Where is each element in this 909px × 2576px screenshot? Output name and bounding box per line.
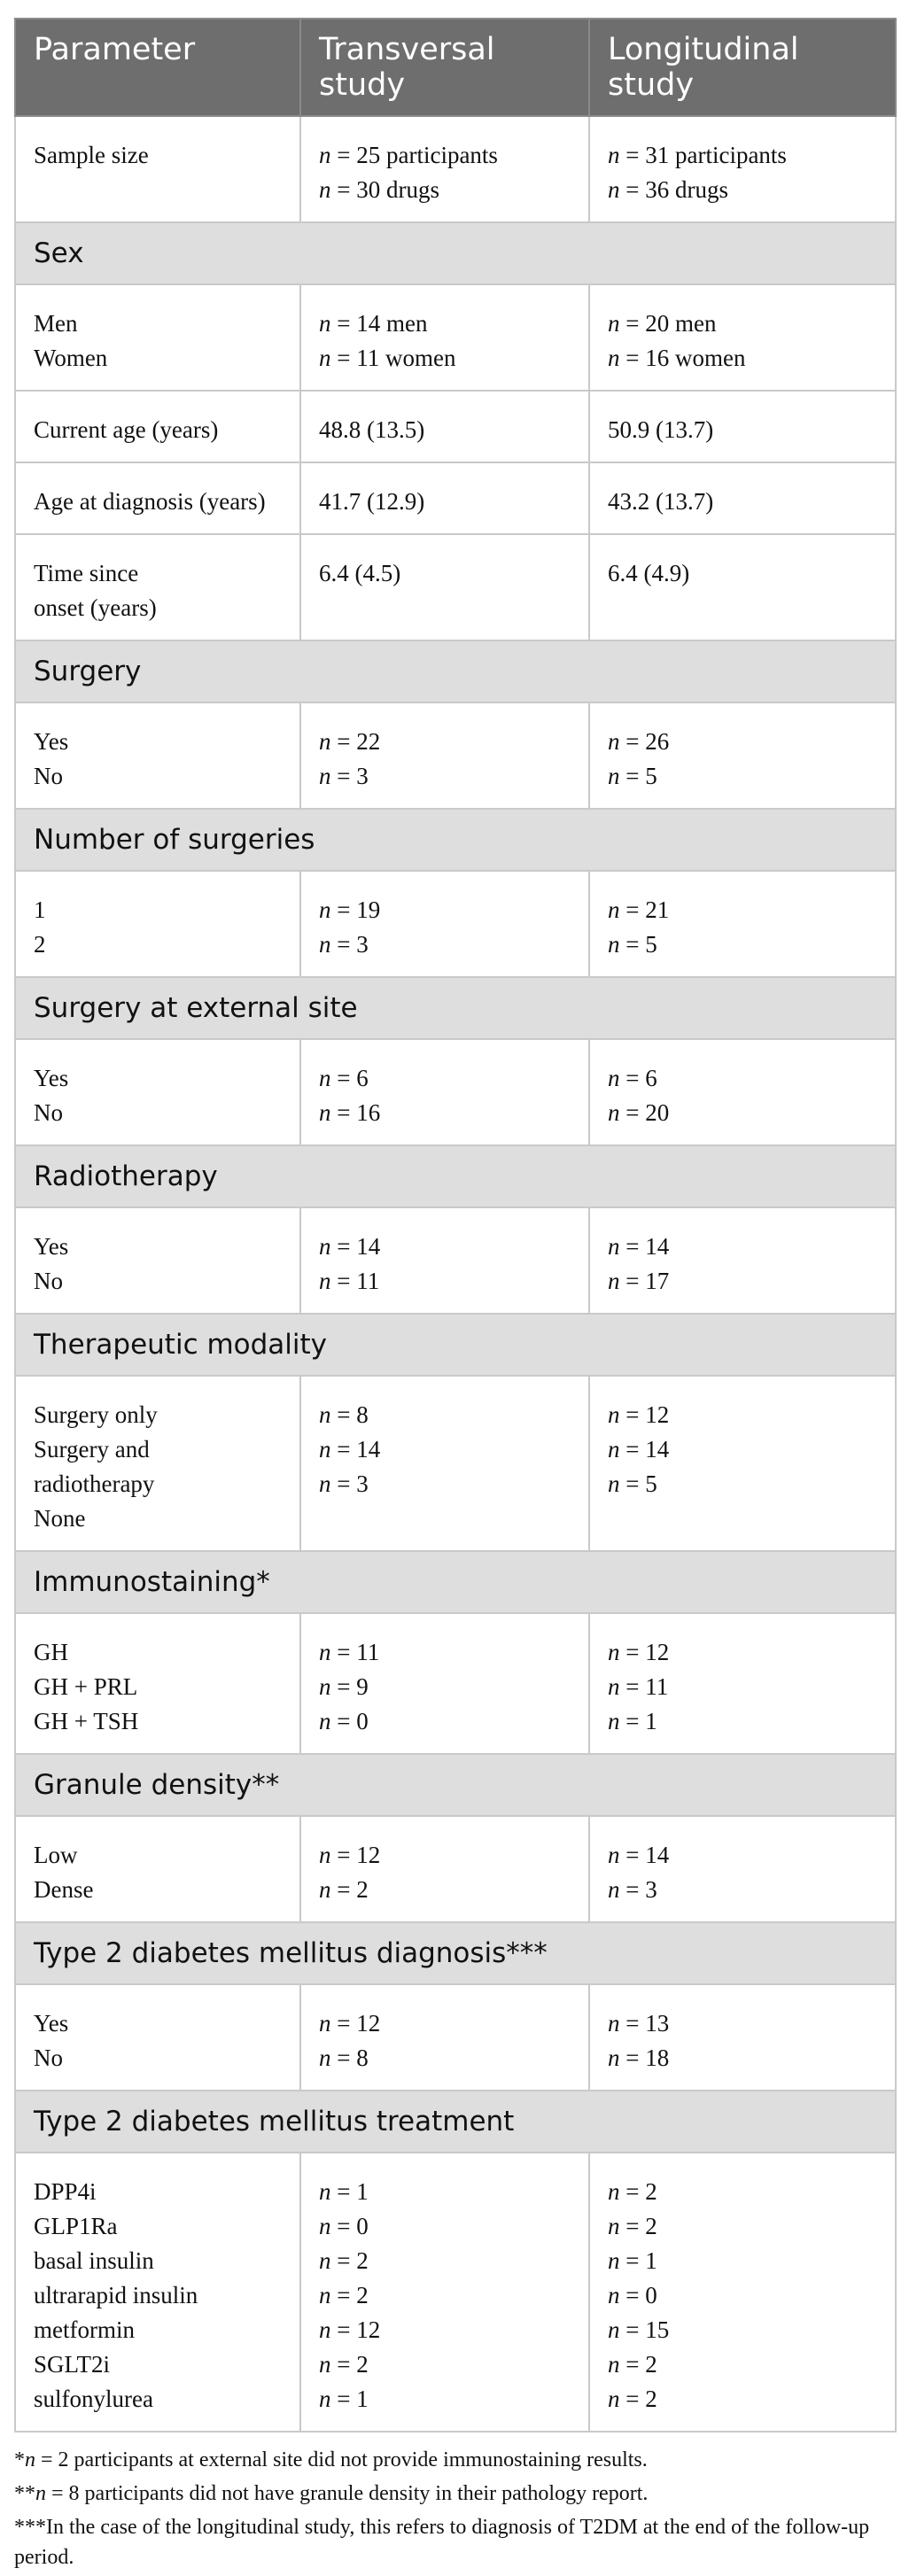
transversal-cell [300,702,589,809]
cell-line: sulfonylurea [34,2386,153,2412]
cell-line: n = 14 [319,1233,381,1260]
cell-line: n = 21 [608,896,670,923]
cell-line: n = 3 [319,763,369,789]
table-row [15,1984,896,2091]
cell-line: n = 1 [608,1708,657,1734]
longitudinal-cell [589,391,896,462]
cell-line: n = 16 women [608,345,746,371]
section-title: Surgery [15,640,896,702]
longitudinal-cell [589,116,896,222]
footnotes [14,2445,895,2572]
cell-line: n = 9 [319,1673,369,1700]
header-transversal: Transversal study [300,19,589,116]
parameter-cell [15,391,300,462]
longitudinal-cell [589,462,896,534]
section-header [15,222,896,284]
cell-line: GLP1Ra [34,2213,118,2239]
cell-line: n = 17 [608,1268,670,1294]
transversal-cell [300,391,589,462]
cell-line: 6.4 (4.9) [608,560,690,586]
section-header [15,1922,896,1984]
cell-line: Low [34,1842,78,1868]
table-row [15,1816,896,1922]
cell-line: n = 2 [319,2282,369,2308]
cell-line: n = 16 [319,1099,381,1126]
cell-line: n = 5 [608,1470,657,1497]
cell-line: n = 1 [319,2386,369,2412]
parameter-cell [15,116,300,222]
parameter-cell [15,284,300,391]
section-title: Sex [15,222,896,284]
section-header [15,1754,896,1816]
cell-line: 1 [34,896,46,923]
cell-line: No [34,1268,63,1294]
cell-line: n = 14 [319,1436,381,1463]
cell-line: n = 14 men [319,310,428,337]
table-row [15,534,896,640]
cell-line: n = 3 [319,931,369,958]
longitudinal-cell [589,1816,896,1922]
cell-line: n = 22 [319,728,381,755]
table-row [15,1039,896,1145]
cell-line: GH [34,1639,68,1665]
cell-line: No [34,1099,63,1126]
cell-line: Yes [34,1233,69,1260]
header-parameter: Parameter [15,19,300,116]
cell-line: No [34,763,63,789]
section-header [15,1314,896,1376]
section-title: Therapeutic modality [15,1314,896,1376]
transversal-cell [300,116,589,222]
longitudinal-cell [589,1039,896,1145]
section-header [15,2091,896,2153]
cell-line: Surgery only [34,1401,158,1428]
cell-line: No [34,2045,63,2071]
cell-line: 6.4 (4.5) [319,560,401,586]
cell-line: Yes [34,728,69,755]
cell-line: n = 8 [319,1401,369,1428]
transversal-cell [300,1376,589,1551]
cell-line: SGLT2i [34,2351,111,2378]
transversal-cell [300,462,589,534]
characteristics-table [14,18,897,2432]
cell-line: n = 36 drugs [608,176,728,203]
table-row [15,116,896,222]
cell-line: n = 12 [608,1401,670,1428]
transversal-cell [300,1984,589,2091]
table-body [15,116,896,2432]
longitudinal-cell [589,1984,896,2091]
longitudinal-cell [589,1613,896,1754]
section-title: Immunostaining* [15,1551,896,1613]
section-title: Number of surgeries [15,809,896,871]
parameter-cell [15,702,300,809]
cell-line: n = 8 [319,2045,369,2071]
cell-line: 43.2 (13.7) [608,488,714,515]
cell-line: n = 0 [608,2282,657,2308]
longitudinal-cell [589,871,896,977]
cell-line: n = 2 [608,2213,657,2239]
cell-line: n = 5 [608,763,657,789]
cell-line: n = 14 [608,1233,670,1260]
transversal-cell [300,871,589,977]
cell-line: n = 15 [608,2316,670,2343]
transversal-cell [300,534,589,640]
footnote: ***In the case of the longitudinal study, this refers to diagnosis of T2DM at the end of the follow-up period. [14,2516,870,2569]
cell-line: GH + TSH [34,1708,139,1734]
section-title: Granule density** [15,1754,896,1816]
cell-line: n = 14 [608,1842,670,1868]
table-row [15,1613,896,1754]
cell-line: onset (years) [34,594,157,621]
cell-line: Surgery and [34,1436,150,1463]
cell-line: radiotherapy [34,1470,155,1497]
longitudinal-cell [589,1376,896,1551]
cell-line: n = 26 [608,728,670,755]
parameter-cell [15,1376,300,1551]
cell-line: n = 2 [319,2351,369,2378]
cell-line: Current age (years) [34,416,219,443]
cell-line: n = 2 [608,2351,657,2378]
cell-line: Women [34,345,108,371]
table-row [15,284,896,391]
transversal-cell [300,1039,589,1145]
section-title: Type 2 diabetes mellitus treatment [15,2091,896,2153]
table-row [15,391,896,462]
cell-line: n = 12 [319,2010,381,2037]
footnote: **n = 8 participants did not have granule density in their pathology report. [14,2482,649,2505]
parameter-cell [15,2153,300,2432]
cell-line: n = 18 [608,2045,670,2071]
cell-line: Yes [34,1065,69,1091]
cell-line: n = 6 [319,1065,369,1091]
cell-line: n = 30 drugs [319,176,439,203]
cell-line: metformin [34,2316,135,2343]
cell-line: ultrarapid insulin [34,2282,198,2308]
cell-line: n = 0 [319,2213,369,2239]
cell-line: n = 12 [319,1842,381,1868]
cell-line: n = 1 [608,2247,657,2274]
cell-line: n = 25 participants [319,142,498,168]
header-row [15,19,896,116]
cell-line: n = 6 [608,1065,657,1091]
section-header [15,640,896,702]
table-row [15,2153,896,2432]
longitudinal-cell [589,2153,896,2432]
cell-line: 2 [34,931,46,958]
parameter-cell [15,534,300,640]
cell-line: n = 20 [608,1099,670,1126]
cell-line: n = 1 [319,2178,369,2205]
table-row [15,1376,896,1551]
cell-line: Yes [34,2010,69,2037]
cell-line: n = 19 [319,896,381,923]
parameter-cell [15,1613,300,1754]
cell-line: Men [34,310,78,337]
longitudinal-cell [589,1207,896,1314]
table-row [15,871,896,977]
cell-line: n = 2 [608,2386,657,2412]
section-header [15,977,896,1039]
cell-line: Dense [34,1876,94,1903]
cell-line: n = 13 [608,2010,670,2037]
cell-line: n = 11 [319,1268,380,1294]
cell-line: n = 0 [319,1708,369,1734]
parameter-cell [15,1207,300,1314]
cell-line: n = 20 men [608,310,717,337]
cell-line: n = 3 [319,1470,369,1497]
cell-line: n = 3 [608,1876,657,1903]
section-title: Surgery at external site [15,977,896,1039]
table-row [15,462,896,534]
cell-line: n = 2 [319,2247,369,2274]
cell-line: n = 11 [319,1639,380,1665]
parameter-cell [15,1816,300,1922]
section-title: Radiotherapy [15,1145,896,1207]
parameter-cell [15,871,300,977]
cell-line: 50.9 (13.7) [608,416,714,443]
longitudinal-cell [589,284,896,391]
cell-line: n = 5 [608,931,657,958]
cell-line: n = 14 [608,1436,670,1463]
cell-line: n = 12 [319,2316,381,2343]
transversal-cell [300,1613,589,1754]
longitudinal-cell [589,534,896,640]
section-header [15,1551,896,1613]
cell-line: n = 2 [319,1876,369,1903]
cell-line: n = 12 [608,1639,670,1665]
transversal-cell [300,284,589,391]
document [14,18,895,2576]
table-row [15,702,896,809]
cell-line: n = 11 women [319,345,456,371]
transversal-cell [300,2153,589,2432]
cell-line: GH + PRL [34,1673,138,1700]
parameter-cell [15,1984,300,2091]
table-row [15,1207,896,1314]
footnote: *n = 2 participants at external site did not provide immunostaining results. [14,2448,648,2471]
cell-line: 48.8 (13.5) [319,416,425,443]
cell-line: Age at diagnosis (years) [34,488,266,515]
cell-line: basal insulin [34,2247,154,2274]
cell-line: n = 2 [608,2178,657,2205]
cell-line: DPP4i [34,2178,97,2205]
section-header [15,1145,896,1207]
cell-line: 41.7 (12.9) [319,488,425,515]
cell-line: None [34,1505,86,1532]
longitudinal-cell [589,702,896,809]
transversal-cell [300,1816,589,1922]
cell-line: Sample size [34,142,149,168]
section-header [15,809,896,871]
cell-line: Time since [34,560,139,586]
transversal-cell [300,1207,589,1314]
parameter-cell [15,462,300,534]
header-longitudinal: Longitudinal study [589,19,896,116]
cell-line: n = 11 [608,1673,669,1700]
section-title: Type 2 diabetes mellitus diagnosis*** [15,1922,896,1984]
parameter-cell [15,1039,300,1145]
cell-line: n = 31 participants [608,142,787,168]
